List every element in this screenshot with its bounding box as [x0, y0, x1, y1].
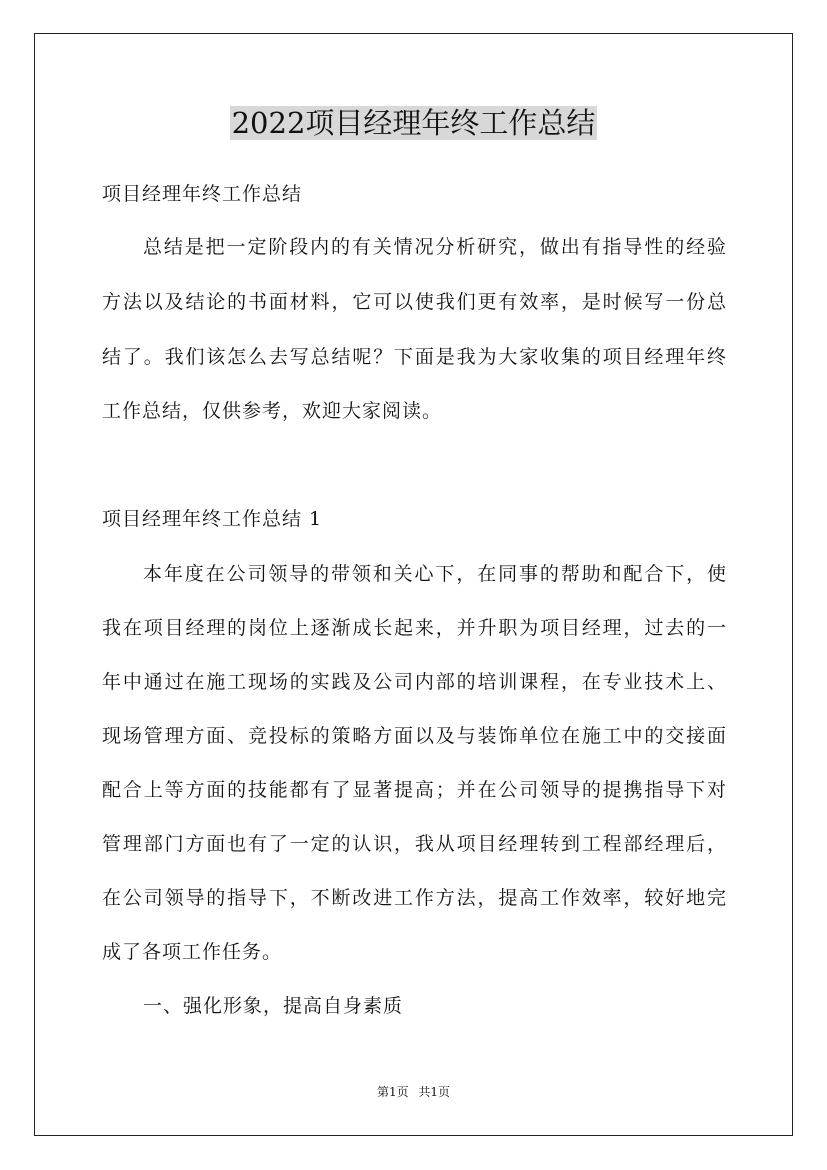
intro-line-3: 结了。我们该怎么去写总结呢？下面是我为大家收集的项目经理年终 [102, 346, 726, 368]
intro-line-2: 方法以及结论的书面材料，它可以使我们更有效率，是时候写一份总 [102, 291, 726, 313]
section-1-line-4: 现场管理方面、竞投标的策略方面以及与装饰单位在施工中的交接面 [102, 725, 726, 747]
intro-line-1: 总结是把一定阶段内的有关情况分析研究，做出有指导性的经验 [143, 236, 726, 258]
section-1-line-5: 配合上等方面的技能都有了显著提高；并在公司领导的提携指导下对 [102, 779, 726, 801]
section-1-heading: 项目经理年终工作总结 1 [102, 508, 323, 530]
intro-line-4: 工作总结，仅供参考，欢迎大家阅读。 [102, 400, 443, 422]
section-1-line-1: 本年度在公司领导的带领和关心下，在同事的帮助和配合下，使 [143, 563, 726, 585]
section-1-line-8: 成了各项工作任务。 [102, 941, 283, 963]
page-number: 第1页 [376, 1085, 409, 1099]
page-total: 共1页 [418, 1085, 451, 1099]
subheading-1: 一、强化形象，提高自身素质 [143, 995, 404, 1017]
document-title [0, 104, 827, 142]
document-title-text: 2022项目经理年终工作总结 [231, 106, 596, 140]
section-1-line-6: 管理部门方面也有了一定的认识，我从项目经理转到工程部经理后， [102, 833, 726, 855]
section-1-line-7: 在公司领导的指导下，不断改进工作方法，提高工作效率，较好地完 [102, 887, 726, 909]
section-1-line-3: 年中通过在施工现场的实践及公司内部的培训课程，在专业技术上、 [102, 671, 726, 693]
page-footer [0, 1084, 827, 1100]
document-subtitle: 项目经理年终工作总结 [102, 183, 303, 205]
section-1-line-2: 我在项目经理的岗位上逐渐成长起来，并升职为项目经理，过去的一 [102, 617, 726, 639]
